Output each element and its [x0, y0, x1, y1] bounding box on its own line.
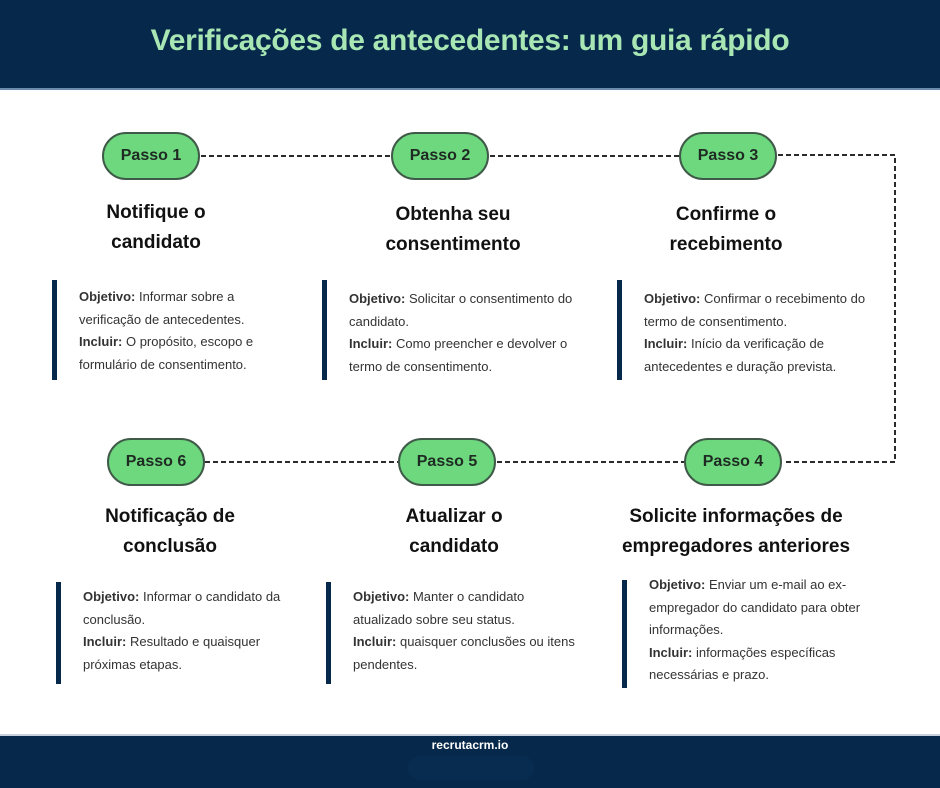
step-1-title-line1: Notifique o: [106, 202, 206, 223]
objective-label: Objetivo:: [649, 577, 706, 592]
include-label: Incluir:: [353, 634, 397, 649]
step-3-title: [606, 200, 846, 260]
step-5-title-line2: candidato: [409, 536, 499, 557]
include-text: Como preencher e devolver o termo de consentimento.: [349, 336, 568, 374]
step-3-title-line1: Confirme o: [675, 204, 777, 225]
objective-text: Manter o candidato atualizado sobre seu status.: [353, 589, 525, 627]
step-5-title: [334, 502, 574, 562]
step-6-title-line1: Notificação de: [105, 506, 235, 527]
step-5-description: [326, 582, 576, 684]
step-6-title-line2: conclusão: [123, 536, 217, 557]
step-2-description: [322, 280, 580, 380]
objective-text: Confirmar o recebimento do termo de consentimento.: [644, 291, 866, 329]
include-label: Incluir:: [83, 634, 127, 649]
step-5-badge: Passo 5: [398, 438, 496, 486]
step-4-title: [600, 502, 872, 562]
objective-label: Objetivo:: [353, 589, 410, 604]
step-4-title-line1: Solicite informações de: [629, 506, 843, 527]
step-6-title: [48, 502, 292, 562]
objective-label: Objetivo:: [349, 291, 406, 306]
step-2-badge: Passo 2: [391, 132, 489, 180]
step-3-description: [617, 280, 875, 380]
step-2-title-line2: consentimento: [385, 234, 521, 255]
step-2-title-line1: Obtenha seu: [395, 204, 511, 225]
objective-label: Objetivo:: [83, 589, 140, 604]
step-2-title: [333, 200, 573, 260]
step-1-title: [40, 198, 272, 258]
objective-label: Objetivo:: [644, 291, 701, 306]
step-4-title-line2: empregadores anteriores: [621, 536, 851, 557]
step-3-title-line2: recebimento: [669, 234, 783, 255]
page-title: Verificações de antecedentes: um guia rápido: [150, 24, 790, 57]
footer-decoration: [408, 756, 534, 780]
step-6-badge: Passo 6: [107, 438, 205, 486]
objective-text: Informar sobre a verificação de antecedentes.: [79, 289, 245, 327]
include-label: Incluir:: [649, 644, 693, 660]
footer-banner: [0, 734, 940, 788]
objective-text: Informar o candidato da conclusão.: [83, 589, 281, 627]
include-text: Resultado e quaisquer próximas etapas.: [83, 634, 261, 672]
step-4-description: [622, 577, 884, 688]
step-3-badge: Passo 3: [679, 132, 777, 180]
step-1-description: [52, 280, 292, 380]
include-label: Incluir:: [349, 336, 393, 351]
objective-text: Enviar um e-mail ao ex-empregador do candidato para obter informações.: [649, 577, 861, 637]
step-6-description: [56, 582, 306, 684]
include-text: informações específicas necessárias e prazo.: [649, 644, 836, 682]
footer-brand-link[interactable]: recrutacrm.io: [431, 738, 509, 752]
include-label: Incluir:: [79, 334, 123, 349]
include-text: quaisquer conclusões ou itens pendentes.: [353, 634, 575, 672]
step-5-title-line1: Atualizar o: [405, 506, 503, 527]
include-label: Incluir:: [644, 336, 688, 351]
objective-label: Objetivo:: [79, 289, 136, 304]
step-1-title-line2: candidato: [111, 232, 201, 253]
step-4-badge: Passo 4: [684, 438, 782, 486]
step-1-badge: Passo 1: [102, 132, 200, 180]
include-text: O propósito, escopo e formulário de consentimento.: [79, 334, 254, 372]
include-text: Início da verificação de antecedentes e duração prevista.: [644, 336, 837, 374]
objective-text: Solicitar o consentimento do candidato.: [349, 291, 573, 329]
